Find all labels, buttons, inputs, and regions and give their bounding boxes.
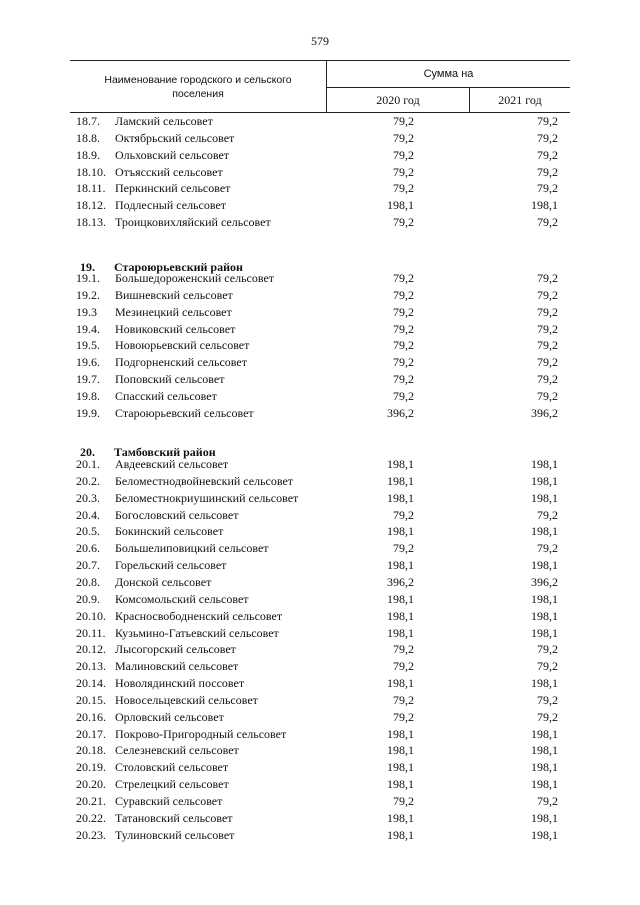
table-row <box>0 405 640 422</box>
settlement-name: Беломестнодвойневский сельсовет <box>115 473 294 488</box>
row-number: 19.2. <box>76 287 100 302</box>
table-row <box>0 113 640 130</box>
settlement-name: Вишневский сельсовет <box>115 287 233 302</box>
year-2020-column-header: 2020 год <box>327 88 470 112</box>
table-row <box>0 625 640 642</box>
amount-2020: 198,1 <box>387 490 414 505</box>
settlement-name: Татановский сельсовет <box>115 810 233 825</box>
amount-2021: 79,2 <box>537 114 558 128</box>
amount-2021: 396,2 <box>531 405 558 420</box>
amount-2021: 198,1 <box>531 760 558 775</box>
amount-2020: 79,2 <box>393 215 414 230</box>
amount-2020: 79,2 <box>393 794 414 808</box>
settlement-name: Троицковихляйский сельсовет <box>115 215 271 230</box>
amount-2020: 79,2 <box>393 130 414 145</box>
table-row <box>0 354 640 371</box>
row-number: 20.12. <box>76 642 106 657</box>
amount-2020: 198,1 <box>387 608 414 623</box>
amount-2020: 198,1 <box>387 524 414 539</box>
table-row <box>0 214 640 231</box>
table-row <box>0 147 640 164</box>
amount-2021: 198,1 <box>531 676 558 691</box>
table-row <box>0 197 640 214</box>
amount-2020: 198,1 <box>387 676 414 691</box>
settlement-name: Староюрьевский сельсовет <box>115 405 254 420</box>
table-row <box>0 827 640 844</box>
table-row <box>0 591 640 608</box>
settlement-name: Суравский сельсовет <box>115 794 223 808</box>
row-number: 20.7. <box>76 558 100 573</box>
row-number: 18.10. <box>76 164 106 179</box>
row-number: 20.1. <box>76 457 100 471</box>
amount-2020: 79,2 <box>393 642 414 657</box>
table-row <box>0 130 640 147</box>
amount-2021: 198,1 <box>531 743 558 758</box>
row-number: 19.8. <box>76 388 100 403</box>
row-number: 19.7. <box>76 372 100 387</box>
amount-2020: 79,2 <box>393 147 414 162</box>
row-number: 20.2. <box>76 473 100 488</box>
settlement-name: Большедороженский сельсовет <box>115 271 275 285</box>
settlement-name: Красносвободненский сельсовет <box>115 608 283 623</box>
amount-2020: 79,2 <box>393 692 414 707</box>
row-number: 20.10. <box>76 608 106 623</box>
row-number: 20.11. <box>76 625 106 640</box>
settlement-name: Комсомольский сельсовет <box>115 591 249 606</box>
row-number: 19.3 <box>76 304 97 319</box>
settlement-name: Подгорненский сельсовет <box>115 355 247 370</box>
row-number: 20.23. <box>76 827 106 842</box>
amount-2021: 198,1 <box>531 591 558 606</box>
amount-2020: 79,2 <box>393 507 414 522</box>
table-row <box>0 388 640 405</box>
table-row <box>0 321 640 338</box>
amount-2020: 396,2 <box>387 574 414 589</box>
table-row <box>0 371 640 388</box>
table-row <box>0 574 640 591</box>
sum-column-header: Сумма на <box>327 61 570 88</box>
row-number: 19.5. <box>76 338 100 353</box>
amount-2021: 79,2 <box>537 321 558 336</box>
amount-2020: 396,2 <box>387 405 414 420</box>
amount-2020: 79,2 <box>393 114 414 128</box>
row-number: 20.17. <box>76 726 106 741</box>
amount-2020: 79,2 <box>393 541 414 556</box>
row-number: 19.4. <box>76 321 100 336</box>
row-number: 19.6. <box>76 355 100 370</box>
table-header <box>70 60 570 113</box>
year-2021-column-header: 2021 год <box>498 93 542 107</box>
row-number: 18.9. <box>76 147 100 162</box>
row-number: 20.5. <box>76 524 100 539</box>
row-number: 20.19. <box>76 760 106 775</box>
row-number: 18.7. <box>76 114 100 128</box>
amount-2020: 79,2 <box>393 287 414 302</box>
amount-2021: 198,1 <box>531 198 558 213</box>
table-row <box>0 608 640 625</box>
amount-2021: 79,2 <box>537 659 558 674</box>
settlement-name: Новолядинский поссовет <box>115 676 245 691</box>
row-number: 18.13. <box>76 215 106 230</box>
amount-2021: 79,2 <box>537 541 558 556</box>
settlement-name: Поповский сельсовет <box>115 372 225 387</box>
amount-2020: 198,1 <box>387 558 414 573</box>
amount-2021: 79,2 <box>537 181 558 196</box>
settlement-name-column-header <box>70 61 327 112</box>
table-row <box>0 709 640 726</box>
settlement-name: Подлесный сельсовет <box>115 198 227 213</box>
amount-2020: 79,2 <box>393 355 414 370</box>
table-row <box>0 759 640 776</box>
table-row <box>0 304 640 321</box>
row-number: 20.15. <box>76 692 106 707</box>
table-row <box>0 270 640 287</box>
settlement-name: Авдеевский сельсовет <box>115 457 229 471</box>
section-title: Тамбовский район <box>114 445 216 459</box>
amount-2020: 79,2 <box>393 321 414 336</box>
table-row <box>0 658 640 675</box>
amount-2020: 198,1 <box>387 743 414 758</box>
row-number: 20.21. <box>76 794 106 808</box>
settlement-name: Малиновский сельсовет <box>115 659 239 674</box>
amount-2021: 79,2 <box>537 304 558 319</box>
table-row <box>0 473 640 490</box>
amount-2021: 79,2 <box>537 164 558 179</box>
row-number: 20.4. <box>76 507 100 522</box>
amount-2020: 79,2 <box>393 271 414 285</box>
amount-2021: 198,1 <box>531 625 558 640</box>
amount-2021: 79,2 <box>537 215 558 230</box>
settlement-name: Ламский сельсовет <box>115 114 213 128</box>
amount-2021: 79,2 <box>537 372 558 387</box>
amount-2021: 79,2 <box>537 794 558 808</box>
row-number: 18.8. <box>76 130 100 145</box>
amount-2020: 198,1 <box>387 591 414 606</box>
settlement-name: Новоюрьевский сельсовет <box>115 338 250 353</box>
table-row <box>0 742 640 759</box>
amount-2021: 79,2 <box>537 709 558 724</box>
amount-2020: 198,1 <box>387 827 414 842</box>
amount-2021: 79,2 <box>537 147 558 162</box>
amount-2021: 79,2 <box>537 507 558 522</box>
amount-2021: 198,1 <box>531 490 558 505</box>
table-row <box>0 692 640 709</box>
table-row <box>0 180 640 197</box>
table-row <box>0 490 640 507</box>
row-number: 20.22. <box>76 810 106 825</box>
settlement-name: Покрово-Пригородный сельсовет <box>115 726 287 741</box>
settlement-name: Бокинский сельсовет <box>115 524 224 539</box>
row-number: 20.14. <box>76 676 106 691</box>
settlement-name: Горельский сельсовет <box>115 558 227 573</box>
amount-2020: 79,2 <box>393 338 414 353</box>
amount-2021: 198,1 <box>531 608 558 623</box>
row-number: 20.20. <box>76 777 106 792</box>
table-row <box>0 810 640 827</box>
settlement-name: Отъясский сельсовет <box>115 164 223 179</box>
row-number: 20.9. <box>76 591 100 606</box>
table-row <box>0 337 640 354</box>
table-row <box>0 641 640 658</box>
settlement-name: Большелиповицкий сельсовет <box>115 541 269 556</box>
amount-2020: 79,2 <box>393 709 414 724</box>
table-row <box>0 675 640 692</box>
table-row <box>0 776 640 793</box>
amount-2021: 79,2 <box>537 130 558 145</box>
section-title: Староюрьевский район <box>114 260 243 274</box>
settlement-name: Новосельцевский сельсовет <box>115 692 258 707</box>
row-number: 20.3. <box>76 490 100 505</box>
amount-2020: 198,1 <box>387 198 414 213</box>
amount-2021: 79,2 <box>537 271 558 285</box>
table-row <box>0 726 640 743</box>
amount-2021: 198,1 <box>531 473 558 488</box>
table-row <box>0 793 640 810</box>
settlement-name: Октябрьский сельсовет <box>115 130 235 145</box>
section-number: 20. <box>80 445 95 459</box>
table-row <box>0 540 640 557</box>
amount-2020: 79,2 <box>393 304 414 319</box>
settlement-name: Донской сельсовет <box>115 574 212 589</box>
amount-2020: 79,2 <box>393 372 414 387</box>
settlement-name: Спасский сельсовет <box>115 388 217 403</box>
page-number: 579 <box>311 34 329 48</box>
amount-2020: 198,1 <box>387 625 414 640</box>
amount-2020: 79,2 <box>393 164 414 179</box>
row-number: 18.12. <box>76 198 106 213</box>
amount-2021: 198,1 <box>531 524 558 539</box>
amount-2021: 79,2 <box>537 287 558 302</box>
settlement-name: Орловский сельсовет <box>115 709 224 724</box>
settlement-name: Перкинский сельсовет <box>115 181 231 196</box>
settlement-name: Беломестнокриушинский сельсовет <box>115 490 299 505</box>
section-number: 19. <box>80 260 95 274</box>
amount-2021: 79,2 <box>537 388 558 403</box>
amount-2020: 198,1 <box>387 473 414 488</box>
row-number: 20.18. <box>76 743 106 758</box>
settlement-name: Кузьмино-Гатьевский сельсовет <box>115 625 279 640</box>
row-number: 18.11. <box>76 181 106 196</box>
settlement-name: Ольховский сельсовет <box>115 147 230 162</box>
row-number: 19.9. <box>76 405 100 420</box>
amount-2020: 79,2 <box>393 659 414 674</box>
amount-2021: 198,1 <box>531 810 558 825</box>
table-row <box>0 287 640 304</box>
amount-2021: 79,2 <box>537 642 558 657</box>
amount-2020: 198,1 <box>387 810 414 825</box>
amount-2021: 198,1 <box>531 457 558 471</box>
amount-2020: 79,2 <box>393 388 414 403</box>
settlement-name: Богословский сельсовет <box>115 507 239 522</box>
settlement-name: Лысогорский сельсовет <box>115 642 236 657</box>
row-number: 19.1. <box>76 271 100 285</box>
settlement-name-column-label: Наименование городского и сельского поселения <box>104 73 292 100</box>
amount-2020: 198,1 <box>387 760 414 775</box>
table-row <box>0 456 640 473</box>
row-number: 20.8. <box>76 574 100 589</box>
amount-2021: 79,2 <box>537 692 558 707</box>
row-number: 20.6. <box>76 541 100 556</box>
amount-2021: 198,1 <box>531 827 558 842</box>
table-row <box>0 523 640 540</box>
table-row <box>0 164 640 181</box>
settlement-name: Стрелецкий сельсовет <box>115 777 229 792</box>
amount-2020: 79,2 <box>393 181 414 196</box>
settlement-name: Тулиновский сельсовет <box>115 827 235 842</box>
settlement-name: Селезневский сельсовет <box>115 743 239 758</box>
settlement-name: Столовский сельсовет <box>115 760 229 775</box>
row-number: 20.13. <box>76 659 106 674</box>
amount-2021: 198,1 <box>531 726 558 741</box>
table-row <box>0 507 640 524</box>
amount-2021: 198,1 <box>531 558 558 573</box>
amount-2021: 198,1 <box>531 777 558 792</box>
amount-2021: 396,2 <box>531 574 558 589</box>
settlement-name: Новиковский сельсовет <box>115 321 236 336</box>
amount-2020: 198,1 <box>387 457 414 471</box>
amount-2020: 198,1 <box>387 726 414 741</box>
amount-2021: 79,2 <box>537 338 558 353</box>
amount-2020: 198,1 <box>387 777 414 792</box>
table-row <box>0 557 640 574</box>
settlement-name: Мезинецкий сельсовет <box>115 304 232 319</box>
row-number: 20.16. <box>76 709 106 724</box>
amount-2021: 79,2 <box>537 355 558 370</box>
